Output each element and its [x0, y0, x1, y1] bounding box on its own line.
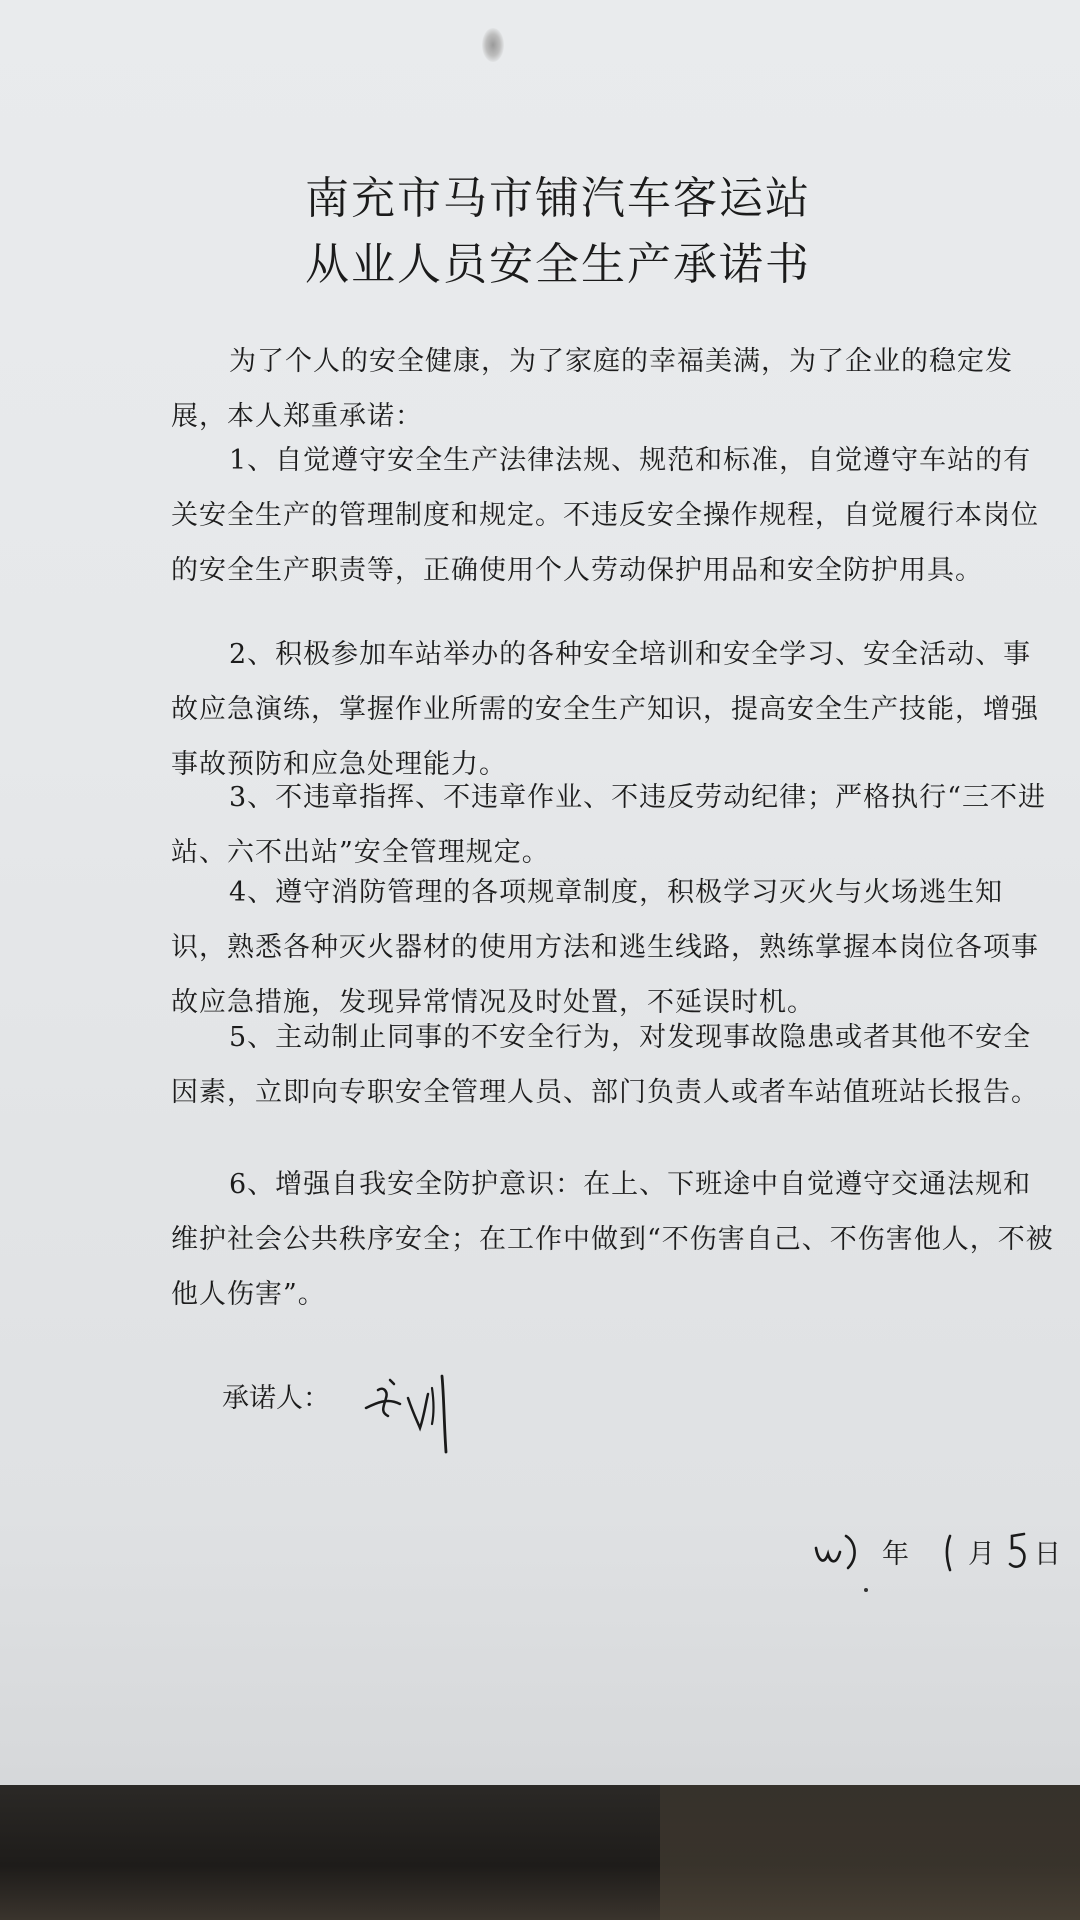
date-day-label: 日 [1034, 1539, 1061, 1570]
date-row [812, 1522, 1062, 1582]
background-fabric [660, 1785, 1080, 1920]
commitment-item-3: 3、不违章指挥、不违章作业、不违反劳动纪律；严格执行“三不进站、六不出站”安全管理规定。 [171, 782, 1046, 868]
background-surface [0, 1785, 1080, 1920]
document-subtitle: 从业人员安全生产承诺书 [305, 239, 811, 290]
handwritten-year [812, 1528, 878, 1572]
document-title: 南充市马市铺汽车客运站 [305, 173, 811, 224]
commitment-item-5: 5、主动制止同事的不安全行为，对发现事故隐患或者其他不安全因素，立即向专职安全管理人员、部门负责人或者车站值班站长报告。 [171, 1022, 1039, 1108]
date-year-label: 年 [882, 1539, 909, 1570]
paper-blemish [482, 28, 504, 62]
date-month-label: 月 [968, 1539, 995, 1570]
ink-dot [864, 1588, 868, 1592]
commitment-item-2: 2、积极参加车站举办的各种安全培训和安全学习、安全活动、事故应急演练，掌握作业所需的安全生产知识，提高安全生产技能，增强事故预防和应急处理能力。 [171, 639, 1039, 780]
handwritten-signature [358, 1368, 468, 1458]
handwritten-day [1004, 1528, 1034, 1572]
intro-paragraph: 为了个人的安全健康，为了家庭的幸福美满，为了企业的稳定发展，本人郑重承诺： [171, 346, 1013, 432]
signer-label: 承诺人： [222, 1383, 330, 1414]
commitment-item-1: 1、自觉遵守安全生产法律法规、规范和标准，自觉遵守车站的有关安全生产的管理制度和规定。不违反安全操作规程，自觉履行本岗位的安全生产职责等，正确使用个人劳动保护用品和安全防护用具。 [171, 445, 1039, 586]
commitment-item-6: 6、增强自我安全防护意识：在上、下班途中自觉遵守交通法规和维护社会公共秩序安全；在工作中做到“不伤害自己、不伤害他人，不被他人伤害”。 [171, 1169, 1054, 1310]
commitment-item-4: 4、遵守消防管理的各项规章制度，积极学习灭火与火场逃生知识，熟悉各种灭火器材的使用方法和逃生线路，熟练掌握本岗位各项事故应急措施，发现异常情况及时处置，不延误时机。 [171, 877, 1039, 1018]
handwritten-month [936, 1530, 966, 1574]
